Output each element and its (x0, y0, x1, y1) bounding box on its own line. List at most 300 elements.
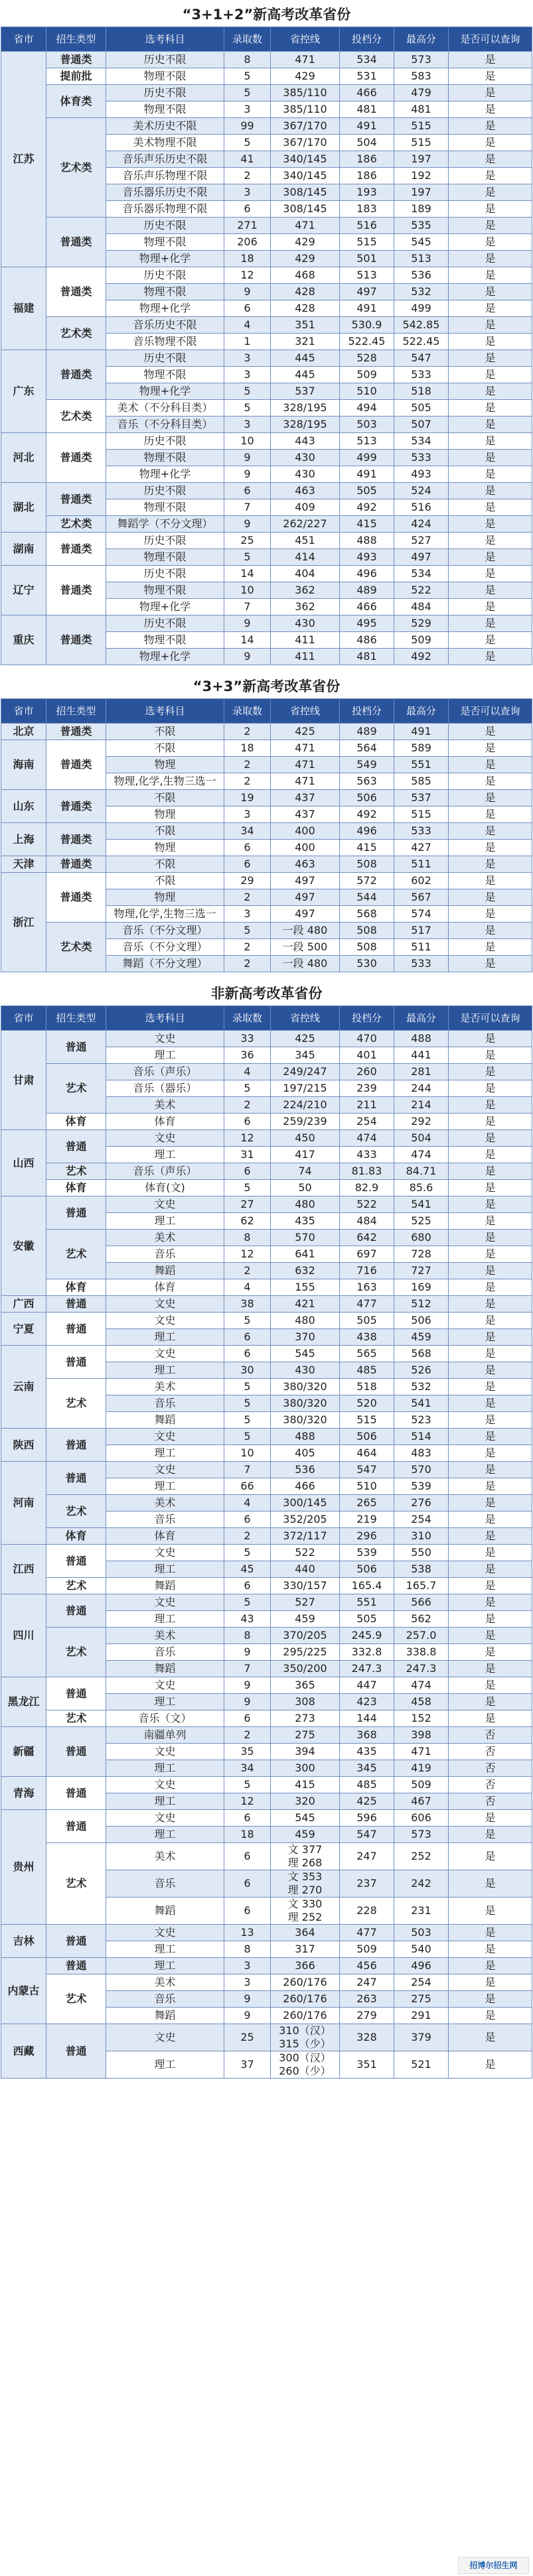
submission-score-cell: 401 (340, 1047, 394, 1064)
queryable-cell: 是 (449, 1694, 532, 1710)
subject-cell: 历史不限 (106, 350, 224, 367)
submission-score-cell: 211 (340, 1097, 394, 1114)
subject-cell: 舞蹈学（不分文理） (106, 516, 224, 533)
control-line-cell: 425 (271, 1031, 340, 1047)
province-cell: 海南 (1, 740, 46, 790)
admitted-count-cell: 10 (224, 582, 271, 599)
category-cell: 普通类 (46, 433, 106, 483)
highest-score-cell: 533 (394, 367, 449, 383)
highest-score-cell: 252 (394, 1843, 449, 1870)
queryable-cell: 是 (449, 1528, 532, 1545)
highest-score-cell: 84.71 (394, 1163, 449, 1180)
table-row (1, 1528, 532, 1545)
table-row (1, 1279, 532, 1296)
subject-cell: 音乐（文） (106, 1710, 224, 1727)
submission-score-cell: 551 (340, 1594, 394, 1611)
highest-score-cell: 532 (394, 284, 449, 300)
category-cell: 普通 (46, 1196, 106, 1230)
subject-cell: 文史 (106, 1925, 224, 1941)
control-line-cell: 488 (271, 1429, 340, 1445)
column-header: 录取数 (224, 27, 271, 52)
queryable-cell: 是 (449, 1495, 532, 1512)
admitted-count-cell: 7 (224, 599, 271, 615)
submission-score-cell: 368 (340, 1727, 394, 1744)
subject-cell: 舞蹈 (106, 1263, 224, 1279)
admitted-count-cell: 33 (224, 1031, 271, 1047)
admitted-count-cell: 6 (224, 1843, 271, 1870)
queryable-cell: 是 (449, 1810, 532, 1827)
queryable-cell: 是 (449, 1313, 532, 1329)
table-row (1, 533, 532, 549)
queryable-cell: 否 (449, 1760, 532, 1777)
control-line-cell: 文 377 理 268 (271, 1843, 340, 1870)
subject-cell: 美术 (106, 1974, 224, 1991)
category-cell: 普通类 (46, 566, 106, 615)
control-line-cell: 320 (271, 1793, 340, 1810)
control-line-cell: 527 (271, 1594, 340, 1611)
table-row (1, 1031, 532, 1047)
queryable-cell: 是 (449, 499, 532, 516)
category-cell: 艺术 (46, 1843, 106, 1925)
highest-score-cell: 254 (394, 1512, 449, 1528)
admitted-count-cell: 7 (224, 1661, 271, 1677)
control-line-cell: 443 (271, 433, 340, 450)
admitted-count-cell: 2 (224, 757, 271, 773)
province-cell: 内蒙古 (1, 1958, 46, 2024)
admitted-count-cell: 5 (224, 85, 271, 101)
control-line-cell: 295/225 (271, 1644, 340, 1661)
queryable-cell: 是 (449, 350, 532, 367)
subject-cell: 音乐 (106, 1512, 224, 1528)
control-line-cell: 522 (271, 1545, 340, 1561)
submission-score-cell: 496 (340, 823, 394, 840)
queryable-cell: 是 (449, 367, 532, 383)
queryable-cell: 是 (449, 1991, 532, 2008)
category-cell: 艺术 (46, 1710, 106, 1727)
control-line-cell: 430 (271, 450, 340, 466)
subject-cell: 舞蹈 (106, 1898, 224, 1925)
category-cell: 普通类 (46, 740, 106, 790)
category-cell: 艺术 (46, 1578, 106, 1594)
submission-score-cell: 438 (340, 1329, 394, 1346)
submission-score-cell: 515 (340, 234, 394, 251)
queryable-cell: 是 (449, 1196, 532, 1213)
control-line-cell: 224/210 (271, 1097, 340, 1114)
queryable-cell: 是 (449, 1379, 532, 1395)
control-line-cell: 259/239 (271, 1114, 340, 1130)
admitted-count-cell: 3 (224, 350, 271, 367)
queryable-cell: 是 (449, 251, 532, 267)
control-line-cell: 366 (271, 1958, 340, 1974)
admitted-count-cell: 9 (224, 1644, 271, 1661)
category-cell: 普通类 (46, 218, 106, 267)
subject-cell: 美术 (106, 1230, 224, 1246)
province-cell: 宁夏 (1, 1313, 46, 1346)
control-line-cell: 430 (271, 466, 340, 483)
subject-cell: 理工 (106, 1561, 224, 1578)
control-line-cell: 414 (271, 549, 340, 566)
submission-score-cell: 508 (340, 856, 394, 873)
control-line-cell: 260/176 (271, 1991, 340, 2008)
province-cell: 吉林 (1, 1925, 46, 1958)
column-header: 招生类型 (46, 27, 106, 52)
control-line-cell: 570 (271, 1230, 340, 1246)
column-header: 投档分 (340, 699, 394, 724)
province-cell: 江苏 (1, 52, 46, 267)
admitted-count-cell: 38 (224, 1296, 271, 1313)
category-cell: 普通 (46, 1727, 106, 1777)
queryable-cell: 是 (449, 483, 532, 499)
submission-score-cell: 497 (340, 284, 394, 300)
queryable-cell: 是 (449, 1677, 532, 1694)
submission-score-cell: 565 (340, 1346, 394, 1362)
subject-cell: 体育 (106, 1528, 224, 1545)
category-cell: 普通 (46, 1429, 106, 1462)
subject-cell: 物理 (106, 806, 224, 823)
admitted-count-cell: 9 (224, 1991, 271, 2008)
admitted-count-cell: 5 (224, 549, 271, 566)
category-cell: 普通 (46, 1313, 106, 1346)
queryable-cell: 是 (449, 135, 532, 151)
subject-cell: 物理不限 (106, 632, 224, 649)
table-row (1, 1710, 532, 1727)
queryable-cell: 是 (449, 1870, 532, 1898)
table-section (0, 0, 533, 672)
control-line-cell: 415 (271, 1777, 340, 1793)
highest-score-cell: 585 (394, 773, 449, 790)
subject-cell: 物理+化学 (106, 599, 224, 615)
subject-cell: 理工 (106, 2051, 224, 2079)
category-cell: 普通类 (46, 856, 106, 873)
control-line-cell: 429 (271, 234, 340, 251)
province-cell: 黑龙江 (1, 1677, 46, 1727)
admitted-count-cell: 3 (224, 184, 271, 201)
queryable-cell: 是 (449, 1958, 532, 1974)
admitted-count-cell: 3 (224, 101, 271, 118)
submission-score-cell: 506 (340, 790, 394, 806)
admitted-count-cell: 5 (224, 383, 271, 400)
subject-cell: 音乐 (106, 1246, 224, 1263)
table-row (1, 1958, 532, 1974)
control-line-cell: 300/145 (271, 1495, 340, 1512)
queryable-cell: 是 (449, 1611, 532, 1628)
highest-score-cell: 513 (394, 251, 449, 267)
queryable-cell: 是 (449, 417, 532, 433)
subject-cell: 历史不限 (106, 267, 224, 284)
subject-cell: 物理不限 (106, 582, 224, 599)
control-line-cell: 155 (271, 1279, 340, 1296)
section-title: 非新高考改革省份 (210, 986, 323, 1001)
subject-cell: 物理不限 (106, 234, 224, 251)
admitted-count-cell: 5 (224, 1545, 271, 1561)
queryable-cell: 是 (449, 1130, 532, 1147)
province-cell: 河北 (1, 433, 46, 483)
subject-cell: 美术 (106, 1628, 224, 1644)
admitted-count-cell: 41 (224, 151, 271, 168)
control-line-cell: 459 (271, 1611, 340, 1628)
subject-cell: 舞蹈 (106, 1661, 224, 1677)
submission-score-cell: 509 (340, 367, 394, 383)
table-row (1, 1114, 532, 1130)
queryable-cell: 是 (449, 118, 532, 135)
admitted-count-cell: 19 (224, 790, 271, 806)
queryable-cell: 是 (449, 1478, 532, 1495)
highest-score-cell: 529 (394, 615, 449, 632)
highest-score-cell: 492 (394, 649, 449, 665)
queryable-cell: 是 (449, 549, 532, 566)
admitted-count-cell: 27 (224, 1196, 271, 1213)
queryable-cell: 是 (449, 234, 532, 251)
admitted-count-cell: 7 (224, 1462, 271, 1478)
category-cell: 普通类 (46, 533, 106, 566)
control-line-cell: 471 (271, 52, 340, 68)
submission-score-cell: 481 (340, 101, 394, 118)
highest-score-cell: 589 (394, 740, 449, 757)
table-row (1, 1727, 532, 1744)
subject-cell: 理工 (106, 1793, 224, 1810)
admitted-count-cell: 6 (224, 1810, 271, 1827)
queryable-cell: 是 (449, 1594, 532, 1611)
highest-score-cell: 540 (394, 1941, 449, 1958)
admitted-count-cell: 5 (224, 1313, 271, 1329)
subject-cell: 音乐（不分文理） (106, 923, 224, 939)
control-line-cell: 459 (271, 1827, 340, 1843)
table-row (1, 1196, 532, 1213)
admitted-count-cell: 9 (224, 1694, 271, 1710)
admitted-count-cell: 4 (224, 1495, 271, 1512)
queryable-cell: 是 (449, 1561, 532, 1578)
column-header: 选考科目 (106, 27, 224, 52)
queryable-cell: 是 (449, 184, 532, 201)
queryable-cell: 是 (449, 790, 532, 806)
submission-score-cell: 513 (340, 433, 394, 450)
table-row (1, 400, 532, 417)
submission-score-cell: 493 (340, 549, 394, 566)
submission-score-cell: 508 (340, 939, 394, 956)
highest-score-cell: 441 (394, 1047, 449, 1064)
admitted-count-cell: 3 (224, 806, 271, 823)
highest-score-cell: 567 (394, 889, 449, 906)
highest-score-cell: 517 (394, 923, 449, 939)
submission-score-cell: 265 (340, 1495, 394, 1512)
admitted-count-cell: 3 (224, 367, 271, 383)
province-cell: 湖南 (1, 533, 46, 566)
submission-score-cell: 547 (340, 1827, 394, 1843)
subject-cell: 舞蹈 (106, 1578, 224, 1594)
subject-cell: 理工 (106, 1147, 224, 1163)
queryable-cell: 是 (449, 599, 532, 615)
highest-score-cell: 509 (394, 1777, 449, 1793)
admitted-count-cell: 6 (224, 856, 271, 873)
queryable-cell: 是 (449, 101, 532, 118)
submission-score-cell: 508 (340, 923, 394, 939)
control-line-cell: 471 (271, 757, 340, 773)
subject-cell: 不限 (106, 724, 224, 740)
highest-score-cell: 493 (394, 466, 449, 483)
subject-cell: 历史不限 (106, 533, 224, 549)
control-line-cell: 367/170 (271, 118, 340, 135)
table-row (1, 823, 532, 840)
queryable-cell: 是 (449, 334, 532, 350)
highest-score-cell: 522.45 (394, 334, 449, 350)
queryable-cell: 是 (449, 1213, 532, 1230)
control-line-cell: 一段 480 (271, 923, 340, 939)
highest-score-cell: 152 (394, 1710, 449, 1727)
queryable-cell: 是 (449, 433, 532, 450)
highest-score-cell: 516 (394, 499, 449, 516)
admitted-count-cell: 6 (224, 840, 271, 856)
queryable-cell: 是 (449, 1941, 532, 1958)
admitted-count-cell: 9 (224, 1677, 271, 1694)
submission-score-cell: 332.8 (340, 1644, 394, 1661)
admitted-count-cell: 4 (224, 1064, 271, 1080)
admitted-count-cell: 9 (224, 284, 271, 300)
province-cell: 浙江 (1, 873, 46, 972)
admission-table (1, 698, 532, 972)
queryable-cell: 是 (449, 1279, 532, 1296)
subject-cell: 舞蹈 (106, 2008, 224, 2024)
highest-score-cell: 566 (394, 1594, 449, 1611)
queryable-cell: 是 (449, 1827, 532, 1843)
submission-score-cell: 435 (340, 1744, 394, 1760)
submission-score-cell: 572 (340, 873, 394, 889)
highest-score-cell: 562 (394, 1611, 449, 1628)
subject-cell: 音乐（声乐） (106, 1064, 224, 1080)
submission-score-cell: 563 (340, 773, 394, 790)
admitted-count-cell: 6 (224, 1512, 271, 1528)
subject-cell: 物理,化学,生物三选一 (106, 773, 224, 790)
admitted-count-cell: 5 (224, 923, 271, 939)
submission-score-cell: 484 (340, 1213, 394, 1230)
queryable-cell: 是 (449, 1545, 532, 1561)
admitted-count-cell: 12 (224, 1793, 271, 1810)
highest-score-cell: 479 (394, 85, 449, 101)
control-line-cell: 340/145 (271, 168, 340, 184)
control-line-cell: 197/215 (271, 1080, 340, 1097)
control-line-cell: 249/247 (271, 1064, 340, 1080)
submission-score-cell: 510 (340, 383, 394, 400)
submission-score-cell: 528 (340, 350, 394, 367)
queryable-cell: 是 (449, 1578, 532, 1594)
category-cell: 艺术 (46, 1163, 106, 1180)
highest-score-cell: 257.0 (394, 1628, 449, 1644)
queryable-cell: 是 (449, 873, 532, 889)
submission-score-cell: 505 (340, 483, 394, 499)
header-row (1, 1006, 532, 1031)
subject-cell: 音乐（器乐） (106, 1080, 224, 1097)
highest-score-cell: 536 (394, 267, 449, 284)
queryable-cell: 是 (449, 516, 532, 533)
highest-score-cell: 535 (394, 218, 449, 234)
subject-cell: 文史 (106, 1594, 224, 1611)
submission-score-cell: 544 (340, 889, 394, 906)
queryable-cell: 是 (449, 823, 532, 840)
admitted-count-cell: 5 (224, 1379, 271, 1395)
submission-score-cell: 539 (340, 1545, 394, 1561)
subject-cell: 历史不限 (106, 85, 224, 101)
admitted-count-cell: 2 (224, 724, 271, 740)
highest-score-cell: 533 (394, 956, 449, 972)
queryable-cell: 是 (449, 1462, 532, 1478)
control-line-cell: 文 330 理 252 (271, 1898, 340, 1925)
highest-score-cell: 169 (394, 1279, 449, 1296)
control-line-cell: 317 (271, 1941, 340, 1958)
control-line-cell: 362 (271, 599, 340, 615)
admitted-count-cell: 37 (224, 2051, 271, 2079)
submission-score-cell: 163 (340, 1279, 394, 1296)
subject-cell: 物理+化学 (106, 300, 224, 317)
highest-score-cell: 515 (394, 135, 449, 151)
admitted-count-cell: 34 (224, 823, 271, 840)
province-cell: 陕西 (1, 1429, 46, 1462)
admitted-count-cell: 5 (224, 68, 271, 85)
queryable-cell: 是 (449, 840, 532, 856)
highest-score-cell: 527 (394, 533, 449, 549)
admitted-count-cell: 6 (224, 1163, 271, 1180)
submission-score-cell: 247 (340, 1843, 394, 1870)
admitted-count-cell: 30 (224, 1362, 271, 1379)
admitted-count-cell: 6 (224, 483, 271, 499)
subject-cell: 美术 (106, 1097, 224, 1114)
subject-cell: 不限 (106, 873, 224, 889)
admitted-count-cell: 3 (224, 417, 271, 433)
category-cell: 艺术 (46, 1379, 106, 1429)
submission-score-cell: 492 (340, 806, 394, 823)
submission-score-cell: 481 (340, 649, 394, 665)
table-row (1, 856, 532, 873)
highest-score-cell: 574 (394, 906, 449, 923)
subject-cell: 历史不限 (106, 483, 224, 499)
column-header: 省市 (1, 27, 46, 52)
table-row (1, 1628, 532, 1644)
queryable-cell: 是 (449, 218, 532, 234)
submission-score-cell: 495 (340, 615, 394, 632)
submission-score-cell: 547 (340, 1462, 394, 1478)
subject-cell: 物理 (106, 840, 224, 856)
highest-score-cell: 276 (394, 1495, 449, 1512)
submission-score-cell: 247 (340, 1974, 394, 1991)
admitted-count-cell: 14 (224, 632, 271, 649)
submission-score-cell: 425 (340, 1793, 394, 1810)
control-line-cell: 74 (271, 1163, 340, 1180)
table-section (0, 672, 533, 979)
column-header: 录取数 (224, 699, 271, 724)
table-row (1, 1594, 532, 1611)
admitted-count-cell: 5 (224, 1777, 271, 1793)
category-cell: 普通 (46, 1296, 106, 1313)
control-line-cell: 451 (271, 533, 340, 549)
admitted-count-cell: 3 (224, 1974, 271, 1991)
queryable-cell: 是 (449, 906, 532, 923)
queryable-cell: 是 (449, 956, 532, 972)
subject-cell: 舞蹈 (106, 1412, 224, 1429)
submission-score-cell: 466 (340, 599, 394, 615)
highest-score-cell: 244 (394, 1080, 449, 1097)
highest-score-cell: 499 (394, 300, 449, 317)
category-cell: 艺术类 (46, 923, 106, 972)
subject-cell: 音乐物理不限 (106, 334, 224, 350)
queryable-cell: 是 (449, 400, 532, 417)
subject-cell: 美术 (106, 1843, 224, 1870)
highest-score-cell: 727 (394, 1263, 449, 1279)
submission-score-cell: 247.3 (340, 1661, 394, 1677)
table-row (1, 1230, 532, 1246)
table-row (1, 1777, 532, 1793)
subject-cell: 物理,化学,生物三选一 (106, 906, 224, 923)
control-line-cell: 437 (271, 806, 340, 823)
queryable-cell: 是 (449, 1710, 532, 1727)
category-cell: 普通 (46, 1462, 106, 1495)
